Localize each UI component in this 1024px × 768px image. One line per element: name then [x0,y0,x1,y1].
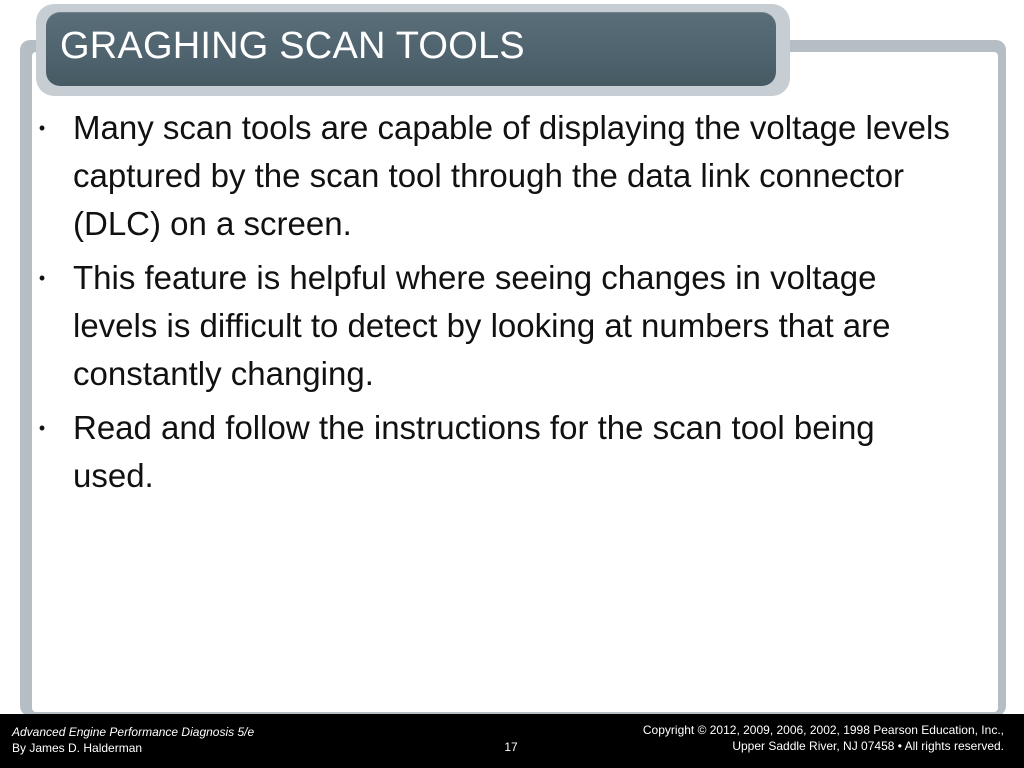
footer-book-info [12,724,254,756]
copyright-line-2: Upper Saddle River, NJ 07458 • All rights reserved. [732,739,1004,753]
bullet-list [40,104,960,506]
bullet-item [40,254,960,398]
bullet-text: Read and follow the instructions for the scan tool being used. [73,409,875,494]
author-name: By James D. Halderman [12,741,143,755]
page-number: 17 [504,740,518,754]
bullet-text: Many scan tools are capable of displaying the voltage levels captured by the scan tool through the data link connector (DLC) on a screen. [73,109,950,242]
bullet-icon: • [38,418,46,438]
book-title: Advanced Engine Performance Diagnosis 5/e [12,725,255,739]
bullet-text: This feature is helpful where seeing changes in voltage levels is difficult to detect by looking at numbers that are constantly changing. [73,259,891,392]
bullet-item [40,404,960,500]
footer-bar [0,714,1024,768]
bullet-icon: • [38,268,46,288]
bullet-item [40,104,960,248]
bullet-icon: • [38,118,46,138]
copyright-line-1: Copyright © 2012, 2009, 2006, 2002, 1998 Pearson Education, Inc., [642,723,1004,737]
slide-title: GRAGHING SCAN TOOLS [60,25,525,67]
copyright-notice [643,722,1004,754]
